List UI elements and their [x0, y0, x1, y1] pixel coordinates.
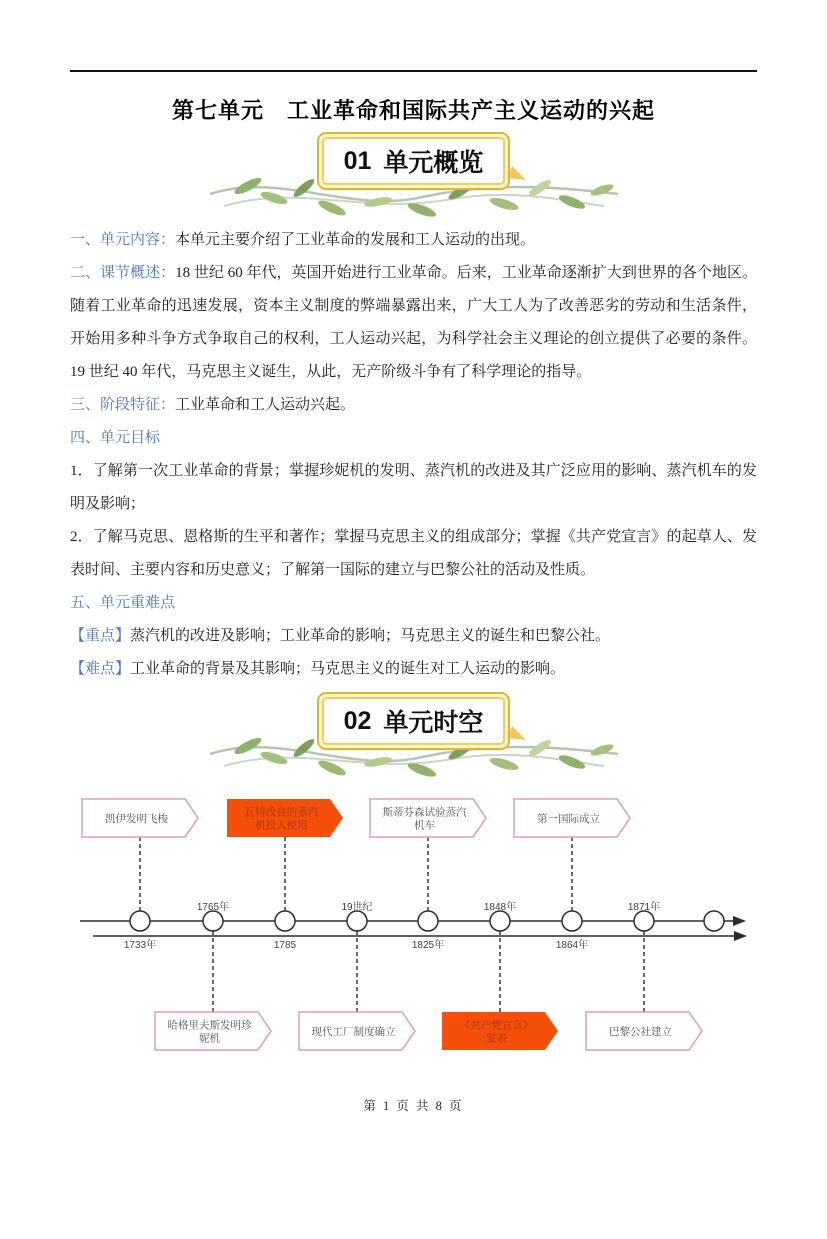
section-text-lesson-summary: 18 世纪 60 年代，英国开始进行工业革命。后来，工业革命逐渐扩大到世界的各个地区。随着工业革命的迅速发展，资本主义制度的弊端暴露出来，广大工人为了改善恶劣的劳动和生活条件，开始用多种斗争方式争取自己的权利，工人运动兴起，为科学社会主义理论的创立提供了必要的条件。19 世纪 40 年代，马克思主义诞生，从此，无产阶级斗争有了科学理论的指导。 — [70, 265, 757, 380]
timeline-date-label: 1864年 — [555, 940, 589, 951]
section-lesson-summary — [70, 257, 757, 389]
timeline-node — [347, 911, 367, 931]
banner-label: 单元时空 — [383, 709, 484, 737]
timeline-event-label: 第一国际成立 — [537, 812, 600, 825]
timeline-date-label: 1733年 — [123, 940, 157, 951]
timeline-event-label: 巴黎公社建立 — [609, 1025, 672, 1038]
keypoint-difficult-text: 工业革命的背景及其影响；马克思主义的诞生对工人运动的影响。 — [130, 661, 566, 677]
section-unit-content — [70, 224, 757, 257]
timeline-node — [704, 911, 724, 931]
page-title: 第七单元 工业革命和国际共产主义运动的兴起 — [171, 98, 655, 123]
timeline-diagram — [0, 784, 827, 1074]
section-label-unit-content: 一、单元内容： — [70, 232, 176, 248]
banner-label: 单元概览 — [383, 149, 484, 177]
section-heading-keypoints: 五、单元重难点 — [70, 595, 176, 611]
timeline-event-label: 凯伊发明飞梭 — [105, 812, 168, 825]
timeline-event-label: 《共产党宣言》 — [459, 1019, 534, 1032]
timeline-event-label: 发表 — [486, 1032, 507, 1045]
keypoint-difficult — [70, 653, 757, 686]
unit-overview-content — [0, 224, 827, 686]
keypoint-important-label: 【重点】 — [70, 628, 131, 644]
timeline-date-label: 1825年 — [411, 940, 445, 951]
timeline-node — [562, 911, 582, 931]
timeline-date-label: 1871年 — [627, 902, 661, 913]
banner-number: 01 — [343, 146, 372, 175]
timeline-node — [203, 911, 223, 931]
banner-number: 02 — [343, 706, 372, 735]
keypoint-difficult-label: 【难点】 — [70, 661, 131, 677]
banner-unit-overview — [194, 132, 634, 216]
timeline-event-label: 妮机 — [199, 1032, 220, 1045]
section-stage-features — [70, 389, 757, 422]
timeline-node — [634, 911, 654, 931]
timeline-node — [418, 911, 438, 931]
section-heading-unit-goals: 四、单元目标 — [70, 430, 161, 446]
section-label-stage-features: 三、阶段特征： — [70, 397, 176, 413]
unit-goal-item-2: 2．了解马克思、恩格斯的生平和著作；掌握马克思主义的组成部分；掌握《共产党宣言》的起草人、发表时间、主要内容和历史意义；了解第一国际的建立与巴黎公社的活动及性质。 — [70, 529, 757, 578]
timeline-event-label: 现代工厂制度确立 — [311, 1025, 396, 1038]
timeline-date-label: 1848年 — [483, 902, 517, 913]
banner-unit-timespace — [194, 692, 634, 776]
timeline-axis-upper-arrow — [733, 916, 746, 926]
document-page — [0, 70, 827, 1239]
timeline-event-label: 机投入使用 — [255, 819, 308, 832]
timeline-node — [275, 911, 295, 931]
top-divider — [70, 70, 757, 72]
timeline-event-label: 机车 — [414, 819, 435, 832]
timeline-event-label: 斯蒂芬森试验蒸汽 — [382, 806, 467, 819]
section-text-stage-features: 工业革命和工人运动兴起。 — [175, 397, 356, 413]
banner-box — [317, 132, 511, 190]
timeline-event-label: 瓦特改良的蒸汽 — [244, 806, 319, 819]
banner-box — [317, 692, 511, 750]
timeline-node — [130, 911, 150, 931]
timeline-date-label: 1765年 — [196, 902, 230, 913]
timeline-date-label: 1785 — [273, 940, 297, 951]
page-footer: 第 1 页 共 8 页 — [363, 1099, 464, 1113]
timeline-axis-lower-arrow — [734, 931, 747, 941]
keypoint-important-text: 蒸汽机的改进及影响；工业革命的影响；马克思主义的诞生和巴黎公社。 — [130, 628, 611, 644]
unit-goal-item-1: 1．了解第一次工业革命的背景；掌握珍妮机的发明、蒸汽机的改进及其广泛应用的影响、蒸汽机车的发明及影响； — [70, 463, 757, 512]
section-label-lesson-summary: 二、课节概述： — [70, 265, 176, 281]
section-text-unit-content: 本单元主要介绍了工业革命的发展和工人运动的出现。 — [175, 232, 536, 248]
timeline-date-label: 19世纪 — [341, 902, 373, 913]
timeline-event-label: 哈格里夫斯发明珍 — [167, 1019, 252, 1032]
timeline-node — [490, 911, 510, 931]
keypoint-important — [70, 620, 757, 653]
